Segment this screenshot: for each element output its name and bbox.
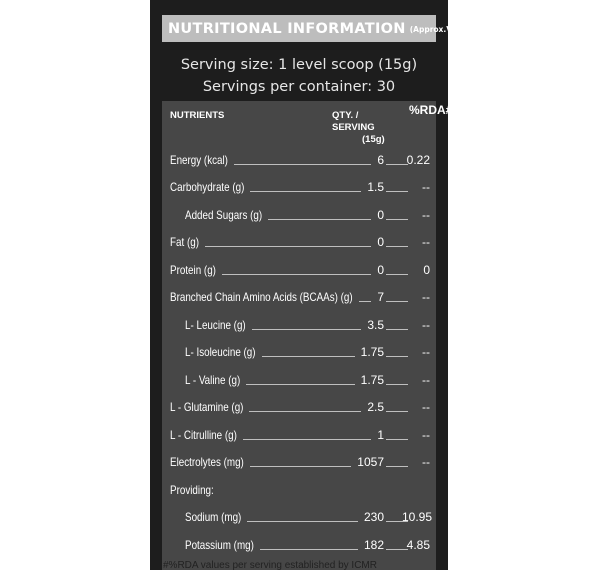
table-row xyxy=(162,233,436,251)
table-row xyxy=(162,508,436,526)
nutrient-qty: 2.5 xyxy=(367,400,384,414)
nutrient-name: Branched Chain Amino Acids (BCAAs) (g) xyxy=(170,290,353,304)
table-row xyxy=(162,151,436,169)
nutrient-qty: 0 xyxy=(377,208,384,222)
nutrient-name: Carbohydrate (g) xyxy=(170,180,245,194)
nutrient-qty: 182 xyxy=(363,538,384,552)
nutrient-rda: -- xyxy=(422,208,430,222)
nutrient-qty: 3.5 xyxy=(367,318,384,332)
leader-line xyxy=(262,356,355,357)
nutrient-rda: 0.22 xyxy=(406,153,430,167)
panel-title: NUTRITIONAL INFORMATION xyxy=(168,20,406,37)
leader-line xyxy=(205,246,371,247)
table-row xyxy=(162,398,436,416)
leader-line xyxy=(246,384,354,385)
nutrient-name: Energy (kcal) xyxy=(170,153,228,167)
nutrient-name: Protein (g) xyxy=(170,263,216,277)
nutrient-qty: 0 xyxy=(377,263,384,277)
table-row xyxy=(162,536,436,554)
footnote: #%RDA values per serving established by ICMR xyxy=(163,560,377,571)
leader-line xyxy=(249,411,361,412)
table-row xyxy=(162,316,436,334)
nutrient-rda: 4.85 xyxy=(406,538,430,552)
header-qty xyxy=(332,110,392,146)
header-rda: %RDA# xyxy=(409,103,453,117)
title-bar xyxy=(162,15,478,42)
nutrient-rda: 0 xyxy=(423,263,430,277)
nutrient-rda: -- xyxy=(422,455,430,469)
nutrition-panel xyxy=(150,0,478,570)
leader-line xyxy=(250,466,351,467)
nutrition-table xyxy=(162,101,453,570)
leader-line xyxy=(268,219,371,220)
table-row xyxy=(162,371,436,389)
nutrient-rda: -- xyxy=(422,400,430,414)
leader-line xyxy=(250,191,361,192)
leader-line xyxy=(222,274,371,275)
nutrient-name: L- Isoleucine (g) xyxy=(185,345,256,359)
table-row xyxy=(162,288,436,306)
table-row xyxy=(162,453,436,471)
nutrient-qty: 7 xyxy=(377,290,384,304)
leader-line xyxy=(243,439,371,440)
nutrient-name: Fat (g) xyxy=(170,235,199,249)
table-row xyxy=(162,481,436,499)
nutrient-name: Sodium (mg) xyxy=(185,510,242,524)
nutrient-rda: -- xyxy=(422,345,430,359)
nutrient-name: L- Leucine (g) xyxy=(185,318,246,332)
nutrient-qty: 0 xyxy=(377,235,384,249)
nutrient-rda: -- xyxy=(422,318,430,332)
nutrient-qty: 1.75 xyxy=(360,345,384,359)
servings-per-container: Servings per container: 30 xyxy=(202,79,396,95)
nutrient-rda: -- xyxy=(422,428,430,442)
nutrient-qty: 230 xyxy=(363,510,384,524)
nutrient-rda: -- xyxy=(422,290,430,304)
table-row xyxy=(162,178,436,196)
nutrient-name: Electrolytes (mg) xyxy=(170,455,244,469)
nutrient-name: L - Valine (g) xyxy=(185,373,241,387)
leader-line xyxy=(252,329,362,330)
nutrient-name: Providing: xyxy=(170,483,214,497)
nutrient-qty: 1.5 xyxy=(367,180,384,194)
serving-size: Serving size: 1 level scoop (15g) xyxy=(180,57,418,73)
nutrient-rda: -- xyxy=(422,235,430,249)
header-qty-label: QTY. / SERVING xyxy=(332,110,375,133)
leader-line xyxy=(234,164,371,165)
nutrient-qty: 1 xyxy=(377,428,384,442)
nutrient-qty: 1057 xyxy=(357,455,384,469)
panel-title-note: (Approx.Values) xyxy=(409,25,478,34)
table-row xyxy=(162,261,436,279)
nutrient-qty: 1.75 xyxy=(360,373,384,387)
header-qty-unit: (15g) xyxy=(362,134,385,145)
leader-line xyxy=(359,301,372,302)
header-nutrients: NUTRIENTS xyxy=(170,110,225,121)
leader-line xyxy=(247,521,358,522)
leader-line xyxy=(260,549,358,550)
nutrient-rda: -- xyxy=(422,180,430,194)
nutrient-name: Added Sugars (g) xyxy=(185,208,263,222)
table-row xyxy=(162,206,436,224)
table-row xyxy=(162,426,436,444)
nutrient-name: L - Glutamine (g) xyxy=(170,400,244,414)
nutrient-rda: 10.95 xyxy=(402,510,433,524)
nutrient-rda: -- xyxy=(422,373,430,387)
table-row xyxy=(162,343,436,361)
nutrient-name: L - Citrulline (g) xyxy=(170,428,237,442)
nutrient-qty: 6 xyxy=(377,153,384,167)
nutrient-name: Potassium (mg) xyxy=(185,538,254,552)
